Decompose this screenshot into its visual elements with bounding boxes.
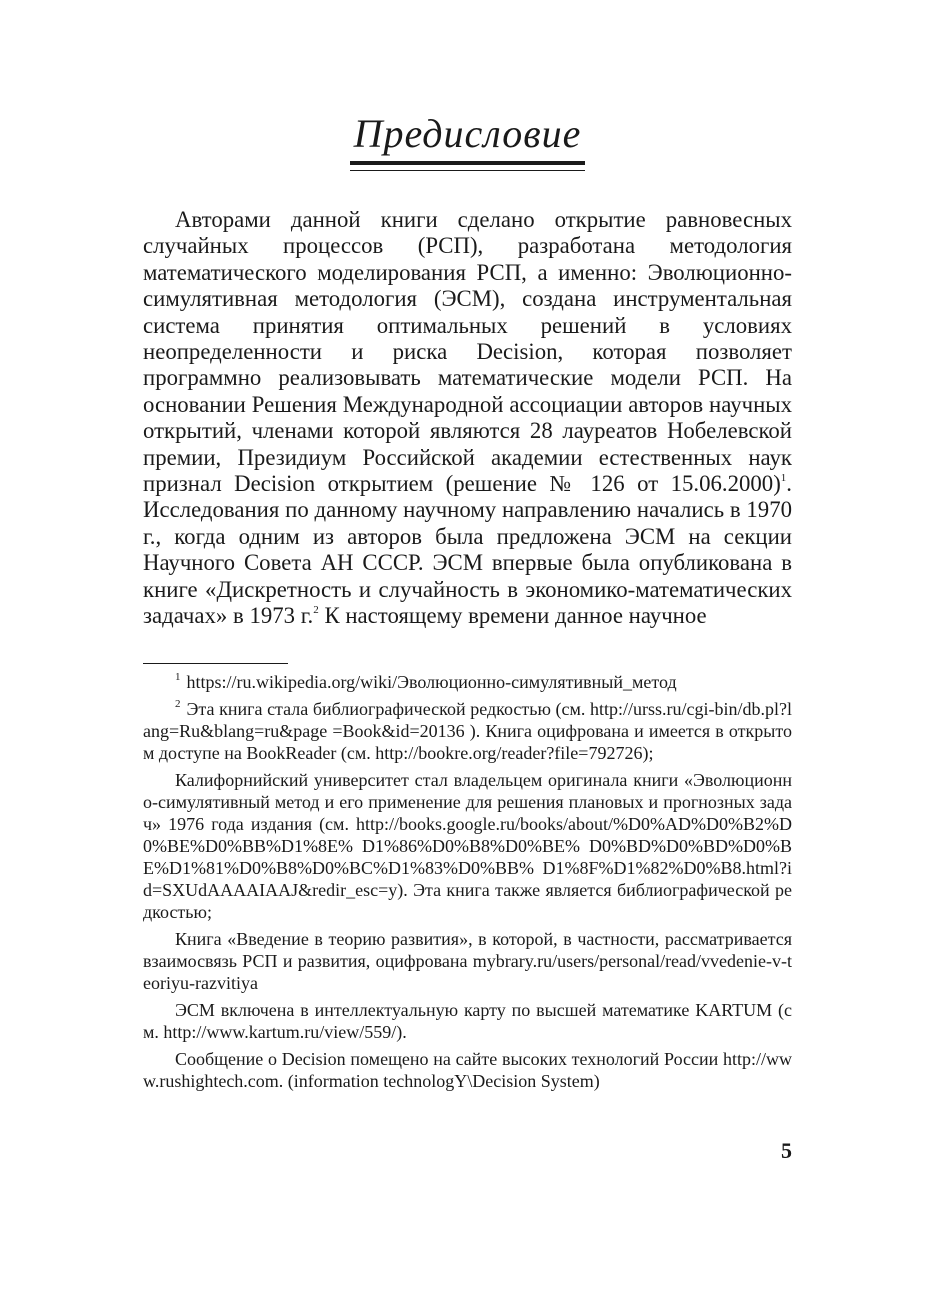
footnote-2 bbox=[143, 698, 792, 764]
paragraph-text-1: Авторами данной книги сделано открытие равновесных случайных процессов (РСП), разработана методология математического моделирования РСП, а именно: Эволюционно-симулятивная методология (ЭСМ), создана инструментальная система принятия оптимальных решений в условиях неопределенности и риска Decision, которая позволяет программно реализовывать математические модели РСП. На основании Решения Международной ассоциации авторов научных открытий, членами которой являются 28 лауреатов Нобелевской премии, Президиум Российской академии естественных наук признал Decision открытием (решение № 126 от 15.06.2000) bbox=[143, 207, 792, 497]
footnote-ref-2[interactable]: 2 bbox=[313, 604, 319, 617]
footnote-2-continuation-kartum: ЭСМ включена в интеллектуальную карту по высшей математике KARTUM (см. http://www.kartum.ru/view/559/). bbox=[143, 1000, 792, 1042]
footnote-divider bbox=[143, 663, 288, 664]
footnote-2-continuation-rushightech: Сообщение о Decision помещено на сайте высоких технологий России http://www.rushightech.com. (information technologY\Decision System) bbox=[143, 1049, 792, 1091]
paragraph-text-2: . Исследования по данному научному направлению начались в 1970 г., когда одним из авторов была предложена ЭСМ на секции Научного Совета АН СССР. ЭСМ впервые была опубликована в книге «Дискретность и случайность в экономико-математических задачах» в 1973 г. bbox=[143, 471, 792, 629]
page-number: 5 bbox=[781, 1138, 792, 1163]
footnote-2-continuation-development-book: Книга «Введение в теорию развития», в которой, в частности, рассматривается взаимосвязь РСП и развития, оцифрована mybrary.ru/users/personal/read/vvedenie-v-teoriyu-razvitiya bbox=[143, 929, 792, 993]
footnote-2-continuation-california: Калифорнийский университет стал владельцем оригинала книги «Эволюционно-симулятивный метод и его применение для решения плановых и прогнозных задач» 1976 года издания (см. http://books.google.ru/books/about/%D0%AD%D0%B2%D0%BE%D0%BB%D1%8E% D1%86%D0%B8%D0%BE% D0%BD%D0%BD%D0%BE%D1%81%D0%B8%D0%BC%D1%83%D0%BB% D1%8F%D1%82%D0%B8.html?id=SXUdAAAAIAAJ&redir_esc=y). Эта книга также является библиографической редкостью; bbox=[143, 770, 792, 922]
footnotes-section bbox=[143, 671, 792, 1097]
chapter-title: Предисловие bbox=[350, 110, 586, 165]
paragraph-text-3: К настоящему времени данное научное bbox=[318, 603, 707, 629]
footnote-1 bbox=[143, 671, 792, 693]
footnote-text-1: https://ru.wikipedia.org/wiki/Эволюционно-симулятивный_метод bbox=[186, 672, 677, 692]
footnote-mark-2: 2 bbox=[175, 698, 181, 710]
footnote-ref-1[interactable]: 1 bbox=[780, 472, 787, 485]
footnote-text-2: Эта книга стала библиографической редкостью (см. http://urss.ru/cgi-bin/db.pl?lang=Ru&blang=ru&page =Book&id=20136 ). Книга оцифрована и имеется в открытом доступе на BookReader (см. http://bookre.org/reader?file=792726); bbox=[143, 699, 792, 763]
chapter-heading-wrap bbox=[143, 110, 792, 165]
main-paragraph bbox=[143, 207, 792, 630]
footnote-mark-1: 1 bbox=[175, 671, 181, 683]
